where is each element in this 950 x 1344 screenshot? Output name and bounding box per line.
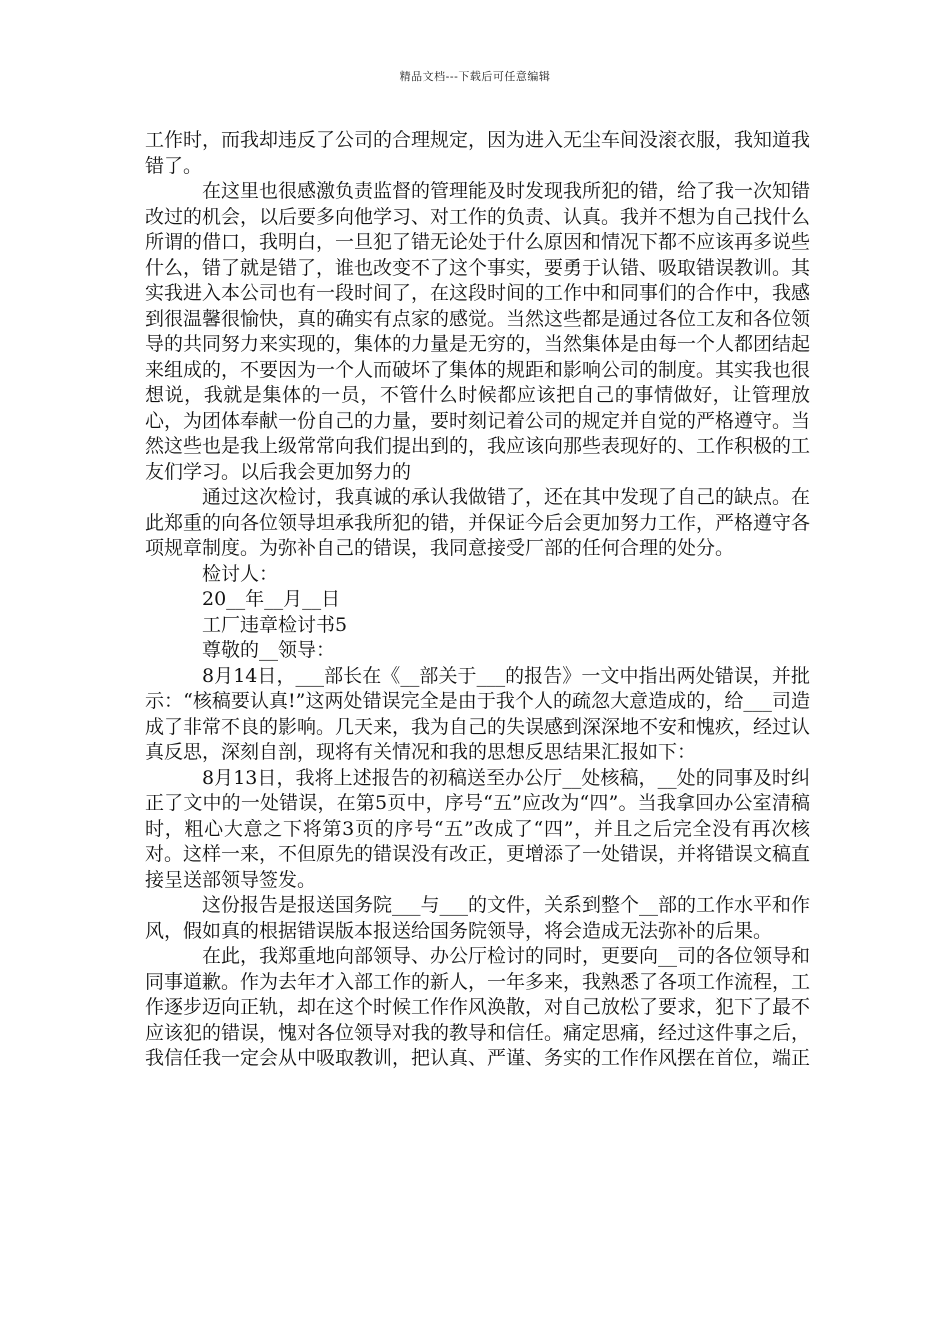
signature-label: 检讨人： [202, 562, 279, 585]
document-body [145, 128, 810, 1072]
salutation: 尊敬的__领导： [202, 639, 336, 661]
paragraph: 通过这次检讨，我真诚的承认我做错了，还在其中发现了自己的缺点。在此郑重的向各位领导坦承我所犯的错，并保证今后会更加努力工作，严格遵守各项规章制度。为弥补自己的错误，我同意接受厂部的任何合理的处分。 [145, 486, 811, 559]
paragraph: 8月13日，我将上述报告的初稿送至办公厅__处核稿，__处的同事及时纠正了文中的一处错误，在第5页中，序号“五”应改为“四”。当我拿回办公室清稿时，粗心大意之下将第3页的序号“五”改成了“四”，并且之后完全没有再次核对。这样一来，不但原先的错误没有改正，更增添了一处错误，并将错误文稿直接呈送部领导签发。 [145, 766, 811, 891]
paragraph: 这份报告是报送国务院___与___的文件，关系到整个__部的工作水平和作风，假如真的根据错误版本报送给国务院领导，将会造成无法弥补的后果。 [145, 894, 811, 942]
date-line: 20__年__月__日 [202, 588, 341, 610]
paragraph: 工作时，而我却违反了公司的合理规定，因为进入无尘车间没滚衣服，我知道我错了。 [145, 129, 811, 177]
page-header: 精品文档---下载后可任意编辑 [399, 70, 551, 83]
paragraph: 在此，我郑重地向部领导、办公厅检讨的同时，更要向__司的各位领导和同事道歉。作为去年才入部工作的新人，一年多来，我熟悉了各项工作流程，工作逐步迈向正轨，却在这个时候工作作风涣散，对自己放松了要求，犯下了最不应该犯的错误，愧对各位领导对我的教导和信任。痛定思痛，经过这件事之后，我信任我一定会从中吸取教训，把认真、严谨、务实的工作作风摆在首位，端正 [145, 945, 811, 1069]
section-title: 工厂违章检讨书5 [202, 613, 348, 636]
paragraph: 在这里也很感激负责监督的管理能及时发现我所犯的错，给了我一次知错改过的机会，以后要多向他学习、对工作的负责、认真。我并不想为自己找什么所谓的借口，我明白，一旦犯了错无论处于什么原因和情况下都不应该再多说些什么，错了就是错了，谁也改变不了这个事实，要勇于认错、吸取错误教训。其实我进入本公司也有一段时间了，在这段时间的工作中和同事们的合作中，我感到很温馨很愉快，真的确实有点家的感觉。当然这些都是通过各位工友和各位领导的共同努力来实现的，集体的力量是无穷的，当然集体是由每一个人都团结起来组成的，不要因为一个人而破坏了集体的规距和影响公司的制度。其实我也很想说，我就是集体的一员，不管什么时候都应该把自己的事情做好，让管理放心，为团体奉献一份自己的力量，要时刻记着公司的规定并自觉的严格遵守。当然这些也是我上级常常向我们提出到的，我应该向那些表现好的、工作积极的工友们学习。以后我会更加努力的 [145, 180, 811, 483]
paragraph: 8月14日，___部长在《__部关于___的报告》一文中指出两处错误，并批示：“核稿要认真!”这两处错误完全是由于我个人的疏忽大意造成的，给___司造成了非常不良的影响。几天来，我为自己的失误感到深深地不安和愧疚，经过认真反思，深刻自剖，现将有关情况和我的思想反思结果汇报如下： [145, 664, 811, 763]
